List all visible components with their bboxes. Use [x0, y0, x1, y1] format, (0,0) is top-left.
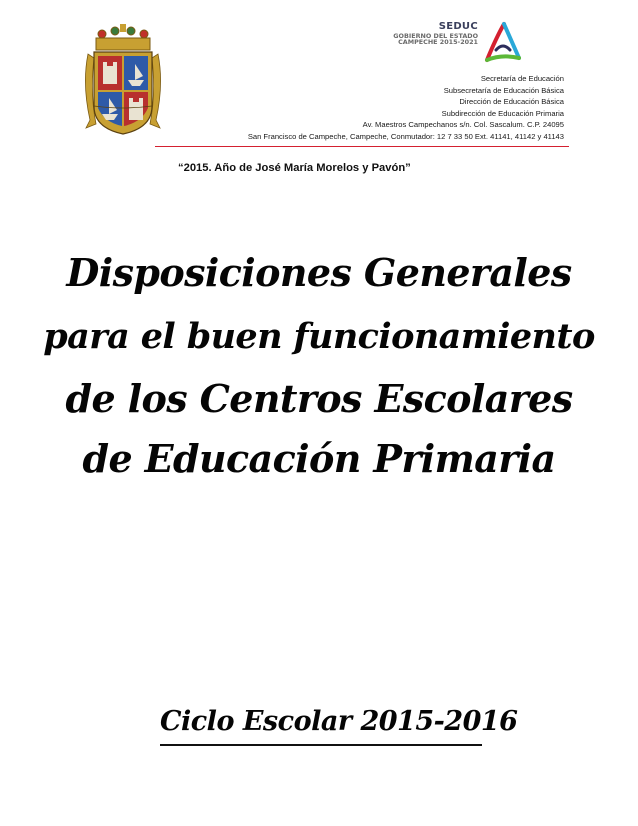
school-cycle-underline [160, 744, 482, 746]
address-line: Subdirección de Educación Primaria [441, 108, 564, 118]
seduc-triangle-logo-icon [484, 20, 522, 66]
title-line: de Educación Primaria [82, 436, 556, 481]
header-divider [155, 146, 569, 147]
address-line: Dirección de Educación Básica [459, 97, 564, 107]
seduc-logo [376, 20, 522, 68]
title-line: Disposiciones Generales [66, 250, 572, 295]
title-line: para el buen funcionamiento [43, 316, 595, 357]
school-cycle: Ciclo Escolar 2015-2016 [160, 706, 518, 737]
year-motto: “2015. Año de José María Morelos y Pavón” [178, 162, 411, 174]
seduc-logo-line2: CAMPECHE 2015-2021 [398, 38, 478, 47]
address-line: Av. Maestros Campechanos s/n. Col. Sascalum. C.P. 24095 [362, 120, 564, 130]
seduc-logo-text [376, 22, 478, 46]
address-line: Secretaría de Educación [480, 74, 564, 83]
address-block [144, 73, 564, 143]
seduc-logo-name: SEDUC [438, 21, 478, 32]
seduc-logo-line1: GOBIERNO DEL ESTADO [393, 31, 478, 40]
address-line: San Francisco de Campeche, Campeche, Conmutador: 12 7 33 50 Ext. 41141, 41142 y 41143 [247, 131, 564, 141]
title-line: de los Centros Escolares [65, 376, 573, 421]
address-line: Subsecretaría de Educación Básica [443, 85, 564, 95]
